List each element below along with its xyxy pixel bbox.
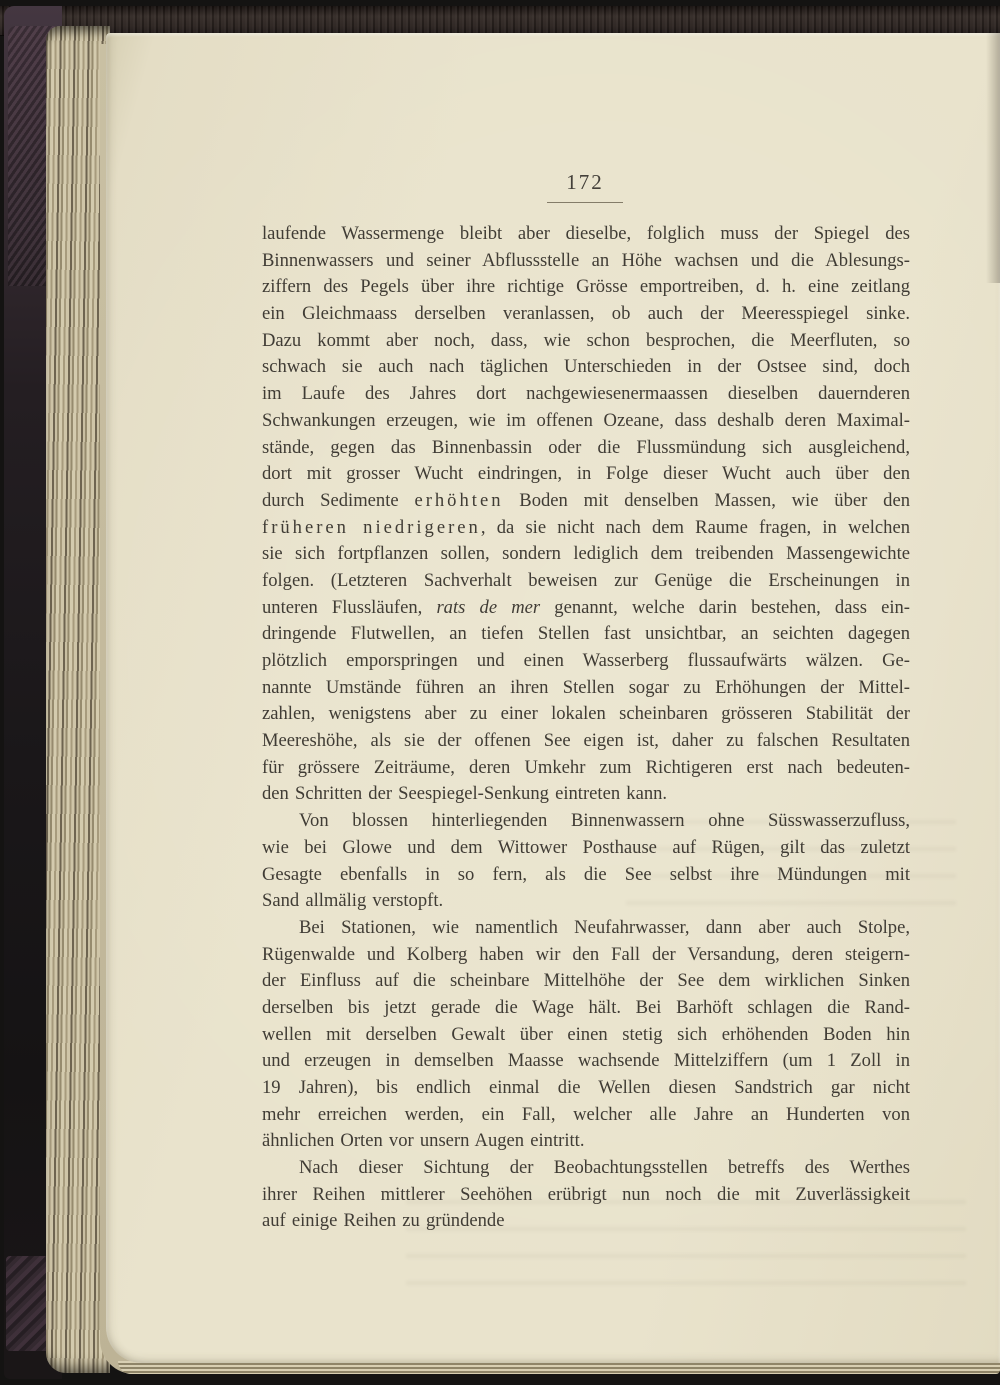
- text-line: derselben bis jetzt gerade die Wage hält. Bei Barhöft schlagen die Rand-: [262, 996, 910, 1018]
- text-line: auf einige Reihen zu gründende: [262, 1210, 505, 1232]
- text-line: der Einfluss auf die scheinbare Mittelhöhe der See dem wirklichen Sinken: [262, 970, 910, 992]
- text-line: Von blossen hinterliegenden Binnenwassern ohne Süsswasserzufluss,: [299, 810, 910, 832]
- text-line: und erzeugen in demselben Maasse wachsende Mittelziffern (um 1 Zoll in: [262, 1050, 910, 1072]
- text-line: wellen mit derselben Gewalt über einen stetig sich erhöhenden Boden hin: [262, 1023, 910, 1045]
- book-cover-top-edge: [0, 6, 1000, 36]
- page-header: [262, 170, 908, 203]
- text-line: nannte Umstände führen an ihren Stellen sogar zu Erhöhungen der Mittel-: [262, 676, 910, 698]
- text-line: schwach sie auch nach täglichen Unterschieden in der Ostsee sind, doch: [262, 356, 910, 378]
- text-line: unteren Flussläufen, rats de mer genannt, welche darin bestehen, dass ein-: [262, 596, 910, 618]
- text-line: mehr erreichen werden, ein Fall, welcher alle Jahre an Hunderten von: [262, 1103, 910, 1125]
- text-line: ein Gleichmaass derselben veranlassen, ob auch der Meeresspiegel sinke.: [262, 303, 910, 325]
- text-line: Schwankungen erzeugen, wie im offenen Ozeane, dass deshalb deren Maximal-: [262, 409, 910, 431]
- text-line: Meereshöhe, als sie der offenen See eigen ist, daher zu falschen Resultaten: [262, 730, 910, 752]
- text-line: stände, gegen das Binnenbassin oder die Flussmündung sich ausgleichend,: [262, 436, 910, 458]
- text-line: Binnenwassers und seiner Abflussstelle an Höhe wachsen und die Ablesungs-: [262, 249, 910, 271]
- text-line: für grössere Zeiträume, deren Umkehr zum Richtigeren erst nach bedeuten-: [262, 756, 910, 778]
- text-block: [262, 221, 910, 1235]
- text-line: im Laufe des Jahres dort nachgewiesenermaassen dieselben dauernderen: [262, 383, 910, 405]
- text-line: Bei Stationen, wie namentlich Neufahrwasser, dann aber auch Stolpe,: [299, 916, 910, 938]
- page-number-rule: [547, 202, 623, 203]
- text-line: Rügenwalde und Kolberg haben wir den Fall der Versandung, deren steigern-: [262, 943, 910, 965]
- text-line: Dazu kommt aber noch, dass, wie schon besprochen, die Meerfluten, so: [262, 329, 910, 351]
- text-line: den Schritten der Seespiegel-Senkung eintreten kann.: [262, 783, 668, 805]
- text-line: plötzlich emporspringen und einen Wasserberg flussaufwärts wälzen. Ge-: [262, 650, 910, 671]
- text-line: dringende Flutwellen, an tiefen Stellen fast unsichtbar, an seichten dagegen: [262, 623, 910, 645]
- text-line: ähnlichen Orten vor unsern Augen eintritt.: [262, 1130, 585, 1152]
- page-number: 172: [566, 170, 604, 194]
- text-line: Gesagte ebenfalls in so fern, als die See selbst ihre Mündungen mit: [262, 863, 910, 885]
- text-line: dort mit grosser Wucht eindringen, in Folge dieser Wucht auch über den: [262, 463, 910, 485]
- text-line: sie sich fortpflanzen sollen, sondern lediglich dem treibenden Massengewichte: [262, 543, 910, 565]
- text-line: folgen. (Letzteren Sachverhalt beweisen zur Genüge die Erscheinungen in: [262, 569, 910, 591]
- text-line: Sand allmälig verstopft.: [262, 890, 444, 912]
- text-line: durch Sedimente erhöhten Boden mit denselben Massen, wie über den: [262, 489, 910, 511]
- text-line: wie bei Glowe und dem Wittower Posthause auf Rügen, gilt das zuletzt: [262, 836, 910, 858]
- text-line: zahlen, wenigstens aber zu einer lokalen scheinbaren grösseren Stabilität der: [262, 703, 910, 725]
- text-line: laufende Wassermenge bleibt aber dieselbe, folglich muss der Spiegel des: [262, 223, 910, 244]
- text-line: früheren niedrigeren, da sie nicht nach dem Raume fragen, in welchen: [262, 516, 910, 538]
- text-line: ziffern des Pegels über ihre richtige Grösse emportreiben, d. h. eine zeitlang: [262, 276, 910, 298]
- book-page: [106, 33, 1000, 1363]
- text-line: Nach dieser Sichtung der Beobachtungsstellen betreffs des Werthes: [299, 1157, 910, 1179]
- text-line: 19 Jahren), bis endlich einmal die Wellen diesen Sandstrich gar nicht: [262, 1077, 910, 1098]
- text-line: ihrer Reihen mittlerer Seehöhen erübrigt nun noch die mit Zuverlässigkeit: [262, 1183, 910, 1205]
